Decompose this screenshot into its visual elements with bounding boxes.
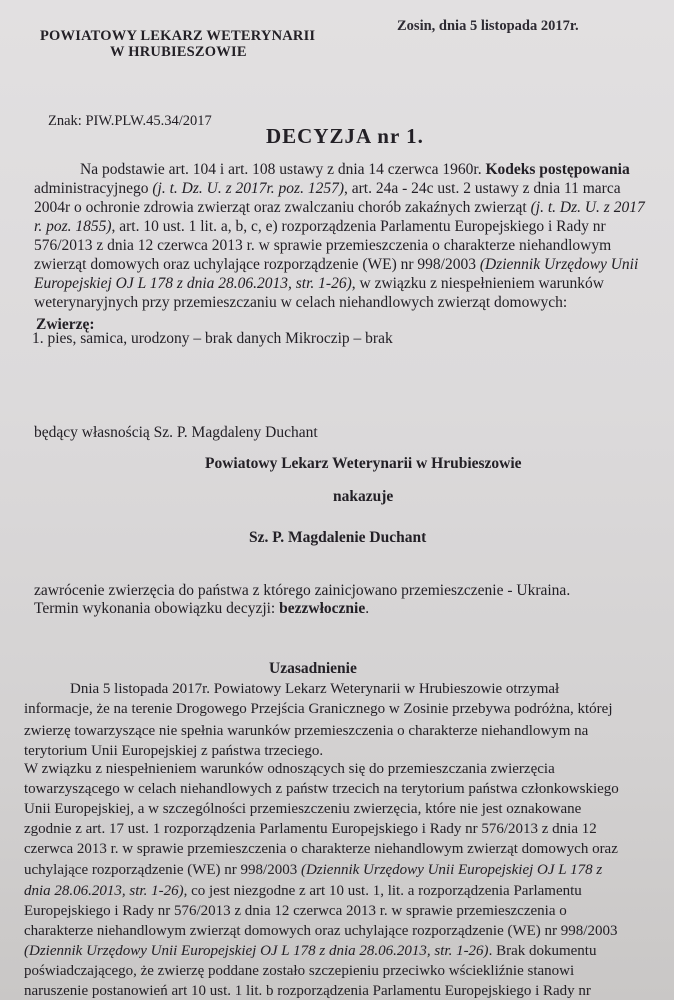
justification-text: W związku z niespełnieniem warunków odnoszących się do przemieszczania zwierzęcia <box>24 761 555 777</box>
order-line: zawrócenie zwierzęcia do państwa z którego zainicjowano przemieszczenie - Ukraina. <box>34 582 571 599</box>
basis-citation: r. poz. 1855) <box>34 218 112 235</box>
justification-line <box>24 962 574 980</box>
justification-line <box>24 820 597 838</box>
justification-text: . Brak dokumentu <box>488 943 597 959</box>
justification-line <box>24 861 602 879</box>
justification-text: uchylające rozporządzenie (WE) nr 998/2003 <box>24 862 301 878</box>
justification-line <box>24 742 323 760</box>
justification-line <box>24 982 591 1000</box>
addressee-name: Sz. P. Magdalenie Duchant <box>249 529 427 546</box>
authority-name: Powiatowy Lekarz Weterynarii w Hrubieszowie <box>205 455 522 472</box>
justification-text: , co jest niezgodne z art 10 ust. 1, lit. a rozporządzenia Parlamentu <box>183 883 582 899</box>
justification-text: czerwca 2013 r. w sprawie przemieszczenia o charakterze niehandlowym zwierząt domowych oraz <box>24 841 618 857</box>
justification-text: Unii Europejskiej, a w szczególności przemieszczeniu zwierzęcia, które nie jest oznakowane <box>24 801 582 817</box>
justification-line <box>24 780 619 798</box>
justification-line <box>24 700 613 718</box>
justification-text: naruszenie postanowień art 10 ust. 1 lit. b rozporządzenia Parlamentu Europejskiego i Rady nr <box>24 983 591 999</box>
justification-line <box>24 760 555 778</box>
basis-code-title: Kodeks postępowania <box>485 161 630 178</box>
basis-text: weterynaryjnych przy przemieszczaniu w celach niehandlowych zwierząt domowych: <box>34 294 568 311</box>
justification-line <box>24 942 596 960</box>
deadline-period: . <box>365 600 370 617</box>
document-title: DECYZJA nr 1. <box>266 124 424 148</box>
justification-citation: dnia 28.06.2013, str. 1-26) <box>24 883 184 899</box>
justification-text: informacje, że na terenie Drogowego Przejścia Granicznego w Zosinie przebywa podróżna, której <box>24 701 613 717</box>
basis-text: , art. 24a - 24c ust. 2 ustawy z dnia 11 marca <box>343 180 621 197</box>
justification-text: charakterze niehandlowym zwierząt domowych oraz uchylające rozporządzenie (WE) nr 998/2003 <box>24 923 618 939</box>
deadline-value: bezzwłocznie <box>279 600 366 617</box>
basis-citation: (j. t. Dz. U. z 2017 <box>530 199 645 216</box>
justification-citation: (Dziennik Urzędowy Unii Europejskiej OJ L 178 z <box>300 862 603 878</box>
justification-line <box>24 882 582 900</box>
justification-line <box>24 800 581 818</box>
basis-citation: Europejskiej OJ L 178 z dnia 28.06.2013, str. 1-26) <box>34 275 352 292</box>
basis-text: Na podstawie art. 104 i art. 108 ustawy z dnia 14 czerwca 1960r. <box>80 161 486 178</box>
basis-citation: (j. t. Dz. U. z 2017r. poz. 1257) <box>152 180 344 197</box>
justification-line <box>24 840 618 858</box>
reference-number: Znak: PIW.PLW.45.34/2017 <box>48 113 212 129</box>
justification-text: towarzyszącego w celach niehandlowych z państw trzecich na terytorium państwa członkowskiego <box>24 781 619 797</box>
place-date: Zosin, dnia 5 listopada 2017r. <box>397 18 579 34</box>
animal-item: 1. pies, samica, urodzony – brak danych Mikroczip – brak <box>32 330 393 347</box>
owner-line: będący własnością Sz. P. Magdaleny Duchant <box>34 424 318 441</box>
justification-heading: Uzasadnienie <box>269 660 357 677</box>
office-name-line2: W HRUBIESZOWIE <box>110 44 247 60</box>
basis-text: 576/2013 z dnia 12 czerwca 2013 r. w sprawie przemieszczenia o charakterze niehandlowym <box>34 237 612 254</box>
animal-heading: Zwierzę: <box>36 316 95 333</box>
basis-citation: (Dziennik Urzędowy Unii <box>479 256 639 273</box>
deadline-label: Termin wykonania obowiązku decyzji: <box>34 600 280 617</box>
basis-text: , w związku z niespełnieniem warunków <box>351 275 604 292</box>
justification-text: zwierzę towarzyszące nie spełnia warunków przemieszczenia o charakterze niehandlowym na <box>24 723 589 739</box>
justification-line <box>24 902 567 920</box>
justification-text: Dnia 5 listopada 2017r. Powiatowy Lekarz Weterynarii w Hrubieszowie otrzymał <box>70 681 560 697</box>
justification-line <box>24 722 588 740</box>
basis-text: zwierząt domowych oraz uchylające rozporządzenie (WE) nr 998/2003 <box>34 256 480 273</box>
basis-text: , art. 10 ust. 1 lit. a, b, c, e) rozporządzenia Parlamentu Europejskiego i Rady nr <box>111 218 606 235</box>
justification-text: zgodnie z art. 17 ust. 1 rozporządzenia Parlamentu Europejskiego i Rady nr 576/2013 z dnia 12 <box>24 821 597 837</box>
justification-text: terytorium Unii Europejskiej z państwa trzeciego. <box>24 743 324 759</box>
justification-citation: (Dziennik Urzędowy Unii Europejskiej OJ L 178 z dnia 28.06.2013, str. 1-26) <box>24 943 489 959</box>
orders-verb: nakazuje <box>333 488 394 505</box>
basis-text: administracyjnego <box>34 180 153 197</box>
justification-text: Europejskiego i Rady nr 576/2013 z dnia 12 czerwca 2013 r. w sprawie przemieszczenia o <box>24 903 567 919</box>
office-name-line1: POWIATOWY LEKARZ WETERYNARII <box>40 28 316 44</box>
basis-text: 2004r o ochronie zdrowia zwierząt oraz zwalczaniu chorób zakaźnych zwierząt <box>34 199 531 216</box>
justification-line <box>24 922 617 940</box>
justification-text: poświadczającego, że zwierzę poddane zostało szczepieniu przeciwko wściekliźnie stanowi <box>24 963 575 979</box>
justification-line <box>70 680 559 698</box>
